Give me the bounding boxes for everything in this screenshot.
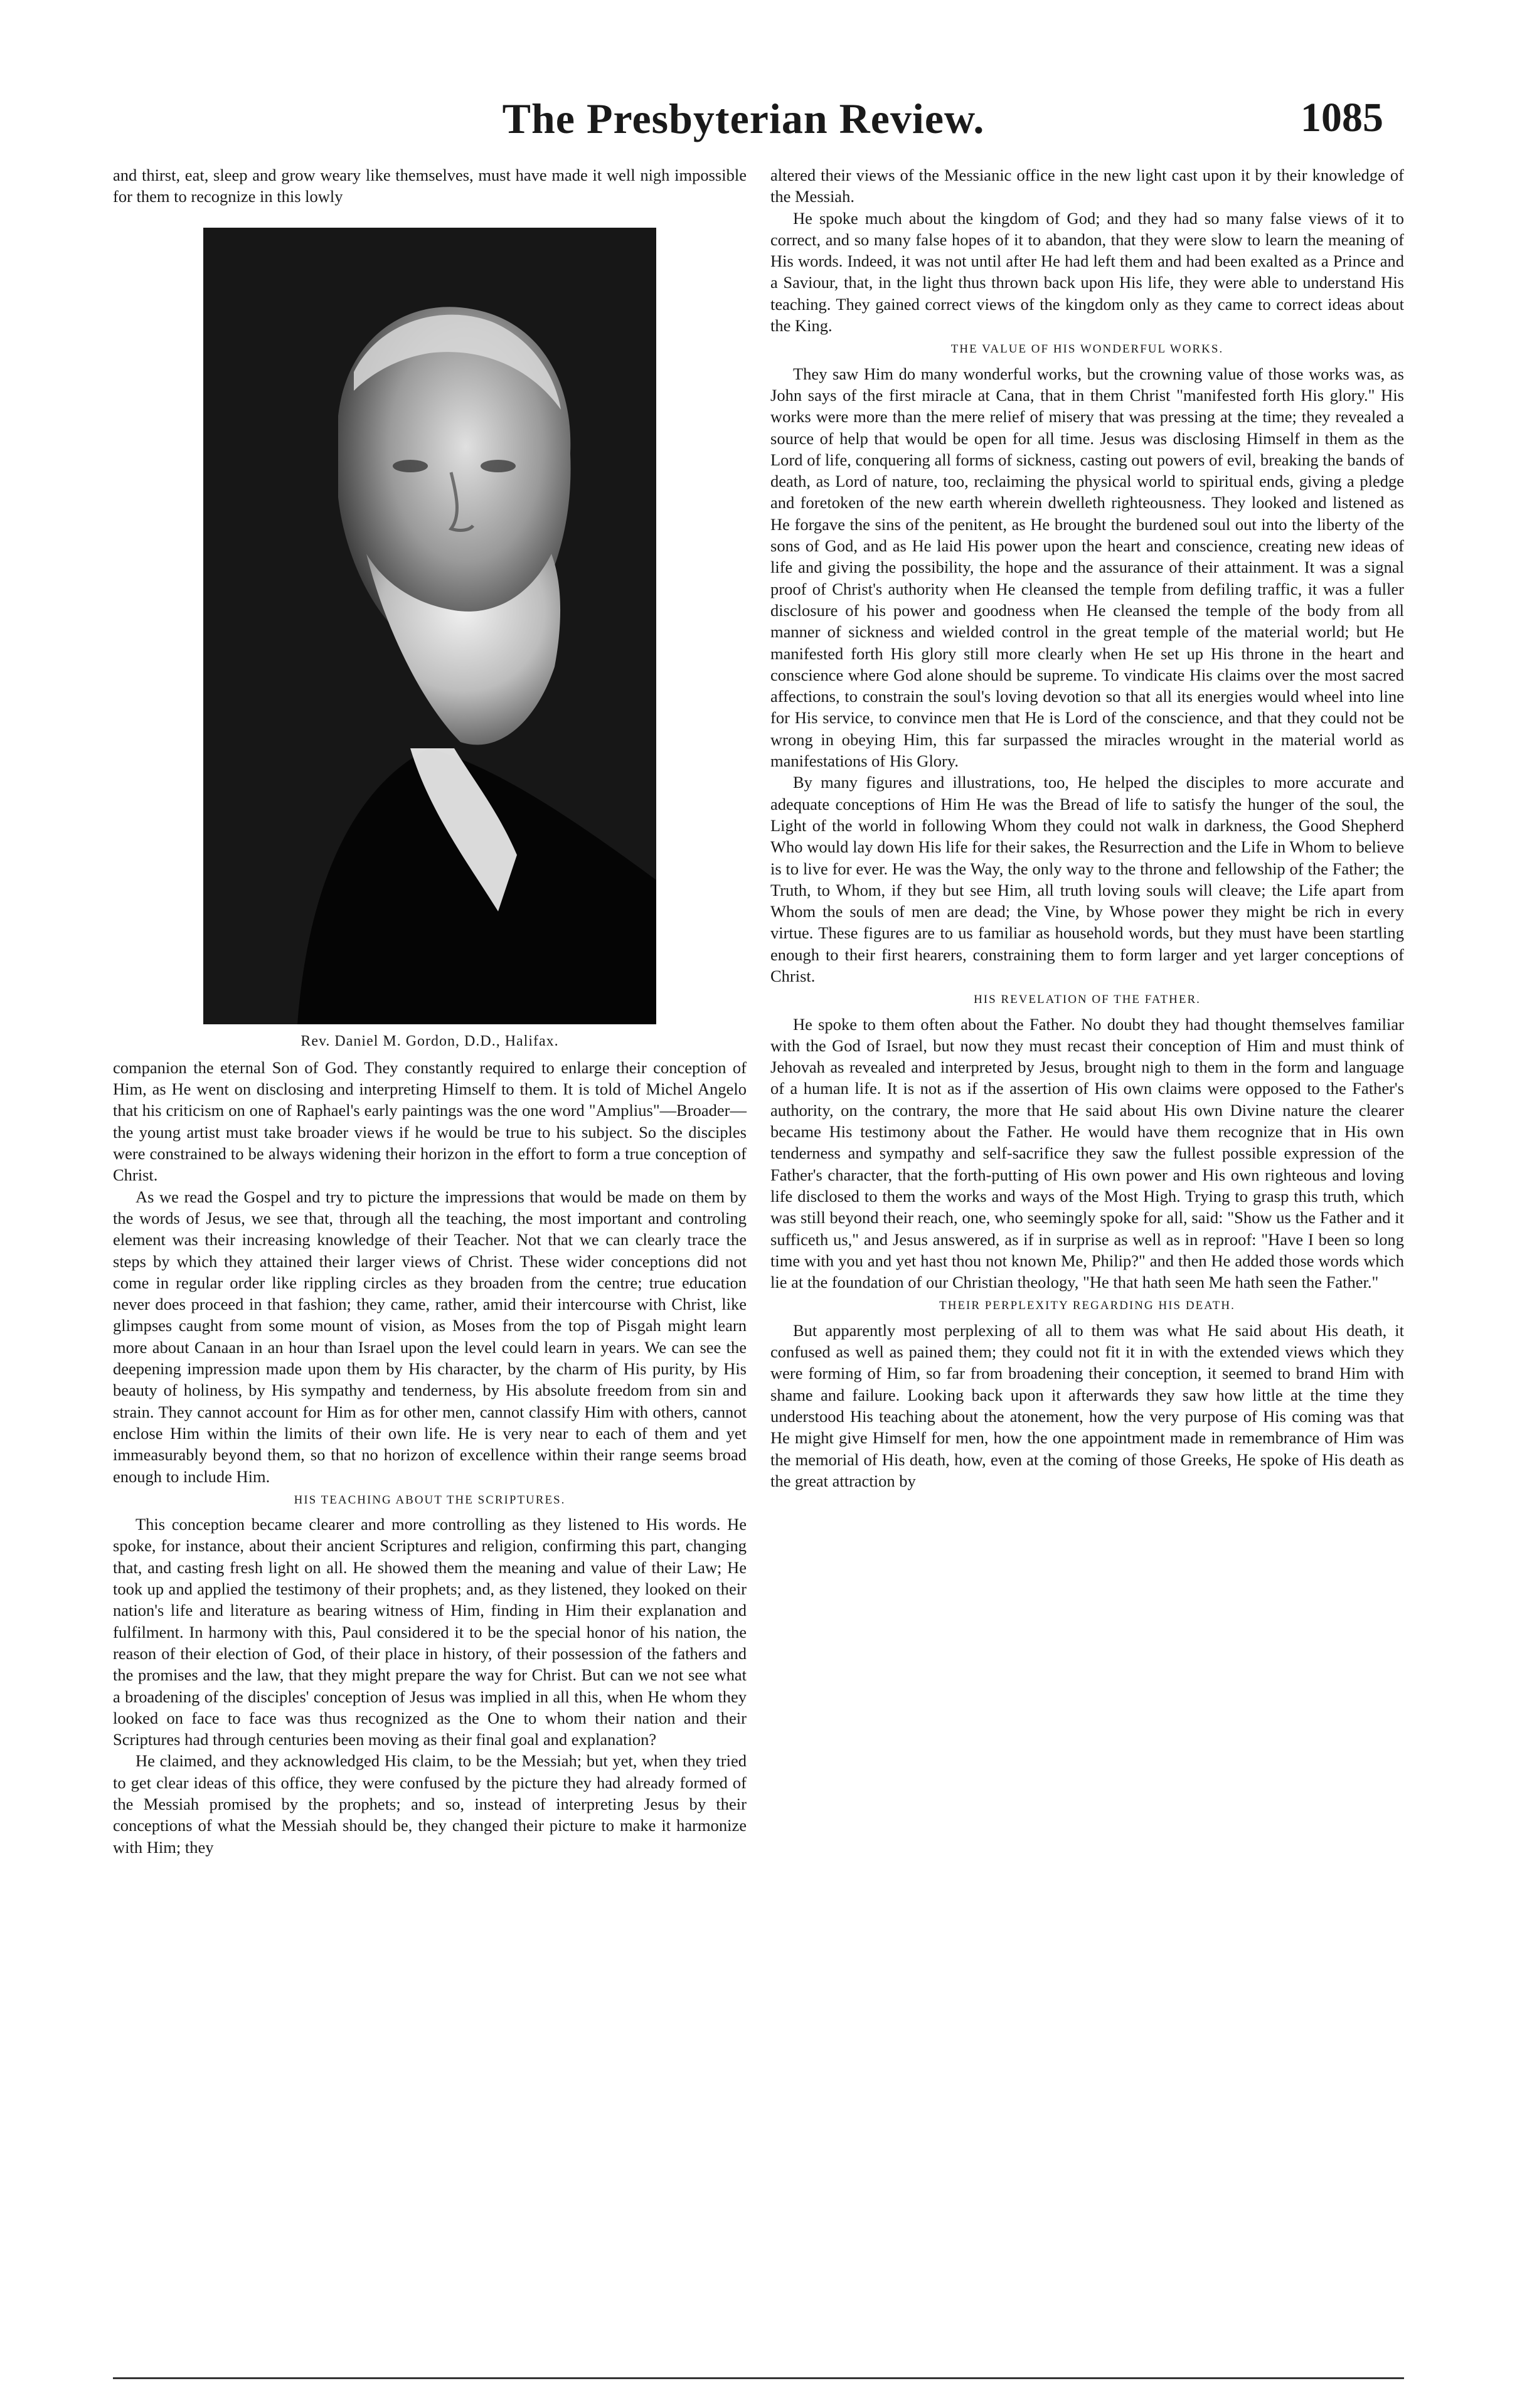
left-column — [113, 164, 747, 1858]
paragraph: But apparently most perplexing of all to them was what He said about His death, it confused as well as pained them; they could not fit it in with the extended views which they were forming of Him, so far from broadening their conception, it seemed to brand Him with shame and failure. Looking back upon it afterwards they saw how little at the time they understood His teaching about the atonement, how the very purpose of His coming was that He might give Himself for men, how the one appointment made in remembrance of Him was the memorial of His death, how, even at the coming of those Greeks, He spoke of His death as the great attraction by — [770, 1320, 1404, 1490]
paragraph: As we read the Gospel and try to picture the impressions that would be made on them by the words of Jesus, we see that, through all the teaching, the most important and controling element was their increasing knowledge of their Teacher. Not that we can clearly trace the steps by which they attained their larger views of Christ. These wider conceptions did not come in regular order like rippling circles as they broaden from the centre; true education never does proceed in that fashion; they came, rather, amid their intercourse with Christ, like glimpses caught from some mount of vision, as Moses from the top of Pisgah might learn more about Canaan in an hour than Israel upon the level could learn in years. We can see the deepening impression made upon them by His character, by the charm of His purity, by His beauty of holiness, by His sympathy and tenderness, by His absolute freedom from sin and strain. They cannot account for Him as for other men, cannot classify Him with others, cannot enclose Him within the limits of their own life. He is very near to each of them and yet immeasurably beyond them, so that no horizon of excellence within their range seems broad enough to include Him. — [113, 1187, 747, 1486]
section-heading: HIS REVELATION OF THE FATHER. — [974, 993, 1201, 1007]
paragraph: He spoke to them often about the Father. No doubt they had thought themselves familiar with the God of Israel, but now they must recast their conception of Him and must think of Jehovah as revealed and interpreted by Jesus, brought nigh to them in the form and language of a human life. It is not as if the assertion of His own claims were opposed to the Father's authority, on the contrary, the more that He said about His own Divine nature the clearer became His testimony about the Father. He would have them recognize that in His own tenderness and sympathy and self-sacrifice they saw the fullest possible expression of the Father's character, that the forth-putting of His own power and His own righteous and loving life disclosed to them the works and ways of the Most High. Trying to grasp this truth, which was still beyond their reach, one, who seemingly spoke for all, said: "Show us the Father and it sufficeth us," and Jesus answered, as if in surprise as well as in reproof: "Have I been so long time with you and yet hast thou not known Me, Philip?" and then He added those words which lie at the foundation of our Christian theology, "He that hath seen Me hath seen the Father." — [770, 1014, 1404, 1292]
right-column — [770, 164, 1404, 1492]
paragraph: and thirst, eat, sleep and grow weary like themselves, must have made it well nigh impossible for them to recognize in this lowly — [113, 166, 747, 206]
paragraph: altered their views of the Messianic office in the new light cast upon it by their knowledge of the Messiah. — [770, 166, 1404, 206]
paragraph: They saw Him do many wonderful works, but the crowning value of those works was, as John says of the first miracle at Cana, that in them Christ "manifested forth His glory." His works were more than the mere relief of misery that was pressing at the time; they revealed a source of help that would be open for all time. Jesus was disclosing Himself in them as the Lord of life, conquering all forms of sickness, casting out powers of evil, breaking the bands of death, as Lord of nature, too, reclaiming the physical world to spiritual ends, giving a pledge and foretoken of the new earth wherein dwelleth righteousness. They looked and listened as He forgave the sins of the penitent, as He brought the burdened soul out into the liberty of the sons of God, and as He laid His power upon the heart and conscience, creating new ideas of life and giving the possibility, the hope and the assurance of their attainment. It was a signal proof of Christ's authority when He cleansed the temple from defiling traffic, it was a fuller disclosure of his power and goodness when He cleansed the temple of the body from all manner of sickness and wielded control in the great temple of the material world; but He manifested forth His glory still more clearly when He set up His throne in the heart and conscience where God alone should be supreme. To vindicate His claims over the most sacred affections, to constrain the soul's loving devotion so that all its energies would wheel into line for His service, to convince men that He is Lord of the conscience, and that they could not be wrong in obeying Him, this far surpassed the miracles wrought in the material world as manifestations of His Glory. — [770, 364, 1404, 771]
paragraph: This conception became clearer and more controlling as they listened to His words. He spoke, for instance, about their ancient Scriptures and religion, confirming this part, changing that, and casting fresh light on all. He showed them the meaning and value of their Law; He took up and applied the testimony of their prophets; and, as they listened, they looked on their nation's life and literature as bearing witness of Him, finding in Him their explanation and fulfilment. In harmony with this, Paul considered it to be the special honor of his nation, the reason of their election of God, of their place in history, of their possession of the fathers and the promises and the law, that they might prepare the way for Christ. But can we not see what a broadening of the disciples' conception of Jesus was implied in all this, when He whom they looked on face to face was thus recognized as the One to whom their nation and their Scriptures had through centuries been moving as their final goal and explanation? — [113, 1515, 747, 1749]
portrait-engraving-icon — [203, 228, 656, 1024]
paragraph: He spoke much about the kingdom of God; and they had so many false views of it to correct, and so many false hopes of it to abandon, that they were slow to learn the meaning of His words. Indeed, it was not until after He had left them and had been exalted as a Prince and a Saviour, that, in the light thus thrown back upon His life, they were able to understand His teaching. They gained correct views of the kingdom only as they came to correct ideas about the King. — [770, 208, 1404, 336]
portrait-drawing — [203, 228, 656, 1024]
page-number: 1085 — [1301, 95, 1383, 141]
paragraph: He claimed, and they acknowledged His claim, to be the Messiah; but yet, when they tried to get clear ideas of this office, they were confused by the picture they had already formed of the Messiah promised by the prophets; and so, instead of interpreting Jesus by their conceptions of what the Messiah should be, they changed their picture to make it harmonize with Him; they — [113, 1751, 747, 1857]
section-heading: THEIR PERPLEXITY REGARDING HIS DEATH. — [939, 1299, 1235, 1313]
section-heading: HIS TEACHING ABOUT THE SCRIPTURES. — [294, 1493, 566, 1507]
section-heading: THE VALUE OF HIS WONDERFUL WORKS. — [950, 342, 1224, 356]
periodical-title: The Presbyterian Review. — [502, 95, 985, 142]
footer-rule — [113, 2377, 1404, 2379]
paragraph: By many figures and illustrations, too, He helped the disciples to more accurate and adequate conceptions of Him He was the Bread of life to satisfy the hunger of the soul, the Light of the world in following Whom they could not walk in darkness, the Good Shepherd Who would lay down His life for their sakes, the Resurrection and the Life in Whom to believe is to live for ever. He was the Way, the only way to the throne and fellowship of the Father; the Truth, to Whom, if they but see Him, all truth loving souls will cleave; the Life apart from Whom the souls of men are dead; the Vine, by Whose power they might be rich in every virtue. These figures are to us familiar as household words, but they must have been startling enough to their first hearers, constraining them to form larger and yet larger conceptions of Christ. — [770, 773, 1404, 985]
page-header — [104, 94, 1383, 151]
paragraph: companion the eternal Son of God. They constantly required to enlarge their conception of Him, as He went on disclosing and interpreting Himself to them. It is told of Michel Angelo that his criticism on one of Raphael's early paintings was the one word "Amplius"—Broader—the young artist must take broader views if he would be true to his subject. So the disciples were constrained to be always widening their horizon in the effort to form a true conception of Christ. — [113, 1058, 747, 1185]
portrait-caption: Rev. Daniel M. Gordon, D.D., Halifax. — [301, 1032, 559, 1049]
